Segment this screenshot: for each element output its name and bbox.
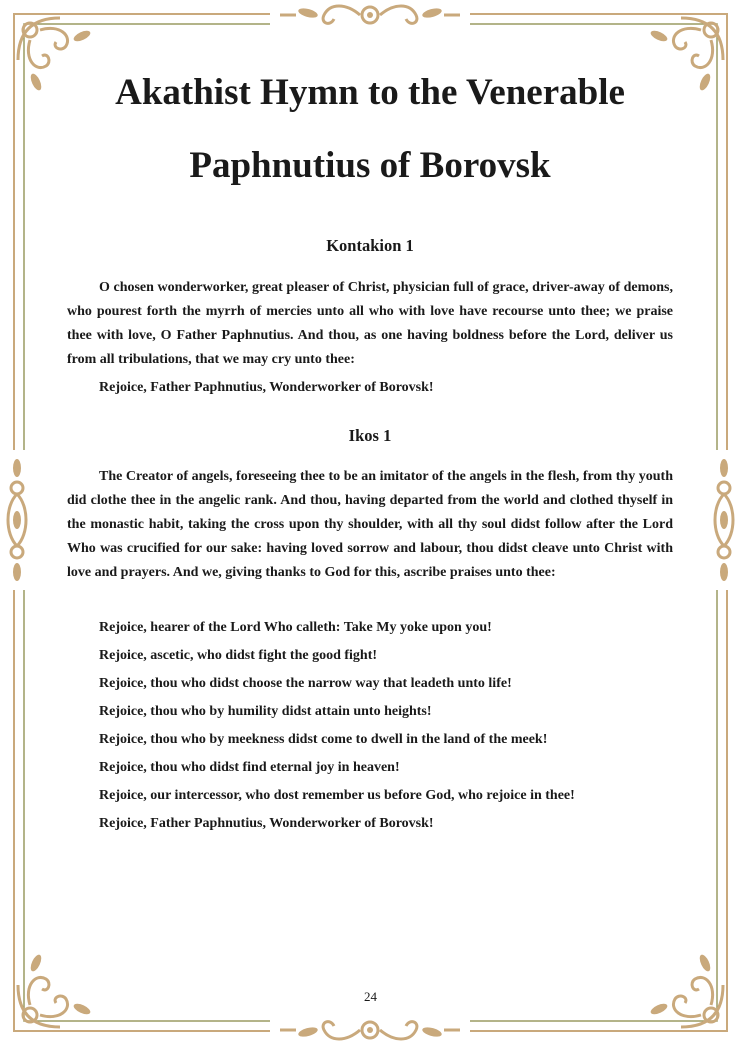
- kontakion-heading: Kontakion 1: [326, 236, 414, 255]
- page-title-line-1: Akathist Hymn to the Venerable: [115, 72, 625, 113]
- rejoice-line: Rejoice, thou who didst choose the narrow way that leadeth unto life!: [99, 676, 512, 691]
- kontakion-text: O chosen wonderworker, great pleaser of Christ, physician full of grace, driver-away of demons, who pourest forth the myrrh of mercies unto all who with love have recourse unto thee; we praise thee with love, O Father Paphnutius. And thou, as one having boldness before the Lord, deliver us from all tribulations, that we may cry unto thee:: [67, 280, 673, 367]
- ikos-text: The Creator of angels, foreseeing thee to be an imitator of the angels in the flesh, from thy youth did clothe thee in the angelic rank. And thou, having departed from the world and clothed thyself in the monastic habit, taking the cross upon thy shoulder, with all thy soul didst follow after the Lord Who was crucified for our sake: having loved sorrow and labour, thou didst cleave unto Christ with love and prayers. And we, giving thanks to God for this, ascribe praises unto thee:: [67, 469, 673, 580]
- rejoice-line: Rejoice, thou who by meekness didst come to dwell in the land of the meek!: [99, 732, 548, 747]
- rejoice-line: Rejoice, hearer of the Lord Who calleth: Take My yoke upon you!: [99, 620, 492, 635]
- rejoice-line: Rejoice, thou who didst find eternal joy in heaven!: [99, 760, 400, 775]
- page-title-line-2: Paphnutius of Borovsk: [189, 145, 551, 186]
- rejoice-line: Rejoice, our intercessor, who dost remember us before God, who rejoice in thee!: [99, 788, 575, 803]
- rejoice-line: Rejoice, Father Paphnutius, Wonderworker of Borovsk!: [99, 816, 434, 831]
- page-number: 24: [364, 989, 377, 1004]
- rejoice-line: Rejoice, thou who by humility didst attain unto heights!: [99, 704, 432, 719]
- kontakion-refrain: Rejoice, Father Paphnutius, Wonderworker of Borovsk!: [99, 380, 434, 395]
- rejoice-line: Rejoice, ascetic, who didst fight the good fight!: [99, 648, 378, 663]
- ikos-heading: Ikos 1: [348, 426, 392, 445]
